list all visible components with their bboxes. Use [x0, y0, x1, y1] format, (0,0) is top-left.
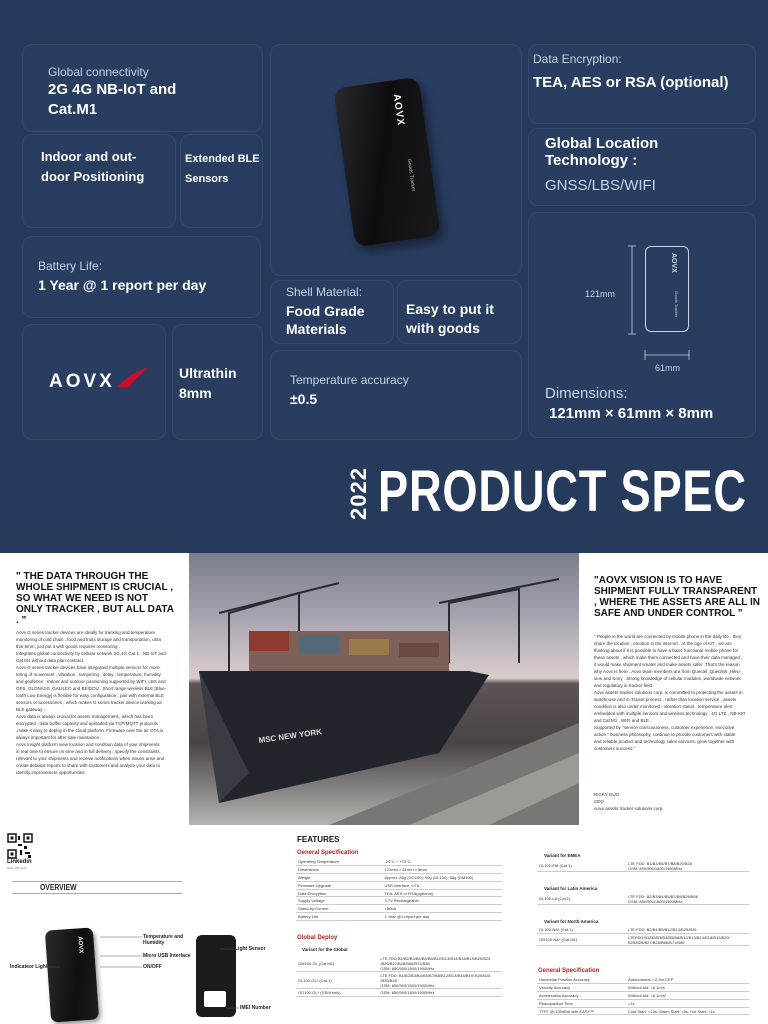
right-body	[594, 633, 764, 752]
table-cell-line: GSM: 850/900/1800/1900MHz	[380, 989, 435, 995]
left-body-line: create detailed reports to share with customers and analyze your data to	[16, 763, 161, 768]
global-deploy-heading: Global Deploy	[297, 935, 338, 941]
table-row	[296, 866, 502, 874]
overview-title: OVERVIEW	[40, 883, 77, 892]
variant-emea-heading: Variant for EMEA	[544, 853, 581, 858]
table-cell-line: <80uA	[384, 906, 397, 912]
ble-line-2: Sensors	[185, 173, 229, 185]
table-cell-line: LTE FDD:B1/B2/B3/B4/B5/B8/B12/B13/B14/B18/B19/B20/B25 /B26/B27/B28/B66/B71/B85	[380, 955, 491, 966]
variant-na-heading: Variant for North America	[544, 919, 599, 924]
table-cell: Horizontal Position Accuracy	[537, 976, 626, 984]
right-body-line: sion and Sony . Strong knowledge of cellular modules ,worldwide network	[594, 676, 741, 681]
table-cell	[383, 858, 502, 866]
table-row	[537, 1007, 749, 1015]
left-body-line: Cat.M1 without data plan contract.	[16, 658, 85, 663]
right-quote: "AOVX VISION IS TO HAVE SHIPMENT FULLY TRANSPARENT , WHERE THE ASSETS ARE ALL IN SAFE AND UNDER CONTROL "	[594, 575, 760, 619]
table-cell	[626, 976, 749, 984]
left-body-line: in real time to ensure on time and in full delivery , specify the constraints	[16, 749, 160, 754]
table-cell: GL100-LA (Cat.1)	[537, 893, 626, 905]
table-cell: GL100-NA* (Cat.1)	[537, 926, 626, 934]
right-body-line: and regulatory in tracker field .	[594, 683, 655, 688]
left-body-line: Aovx G series tracker devices have integrated multiple sensors for moni-	[16, 665, 161, 670]
encryption-tile	[528, 44, 756, 124]
table-cell	[626, 999, 749, 1007]
table-cell: Acceleration Accuracy	[537, 992, 626, 1000]
connectivity-label: Global connectivity	[48, 65, 149, 79]
table-cell-line: GSM: 850/900/1800/1900MHz	[628, 898, 683, 904]
temp-humidity-callout-2: Humidity	[143, 940, 165, 946]
table-cell	[383, 913, 502, 921]
left-body-line: tooth Low Energy] is flexible for easy configuration , pair with external BLE	[16, 693, 164, 698]
table-row	[537, 860, 749, 872]
left-body-line: GPS, GLONASS ,GALILEO and BEIDOU . Short range wireless BLE [Blue-	[16, 686, 167, 691]
features-title: FEATURES	[297, 835, 340, 844]
location-line-1: Global Location	[545, 135, 659, 152]
table-cell-line: TEA, AES or RSA(optional)	[384, 890, 433, 896]
table-cell	[378, 955, 502, 972]
battery-label: Battery Life:	[38, 259, 103, 273]
table-cell	[383, 866, 502, 874]
left-body-line: encrypted , data buffer capacity and uploaded via TCP/MQTT protocols	[16, 721, 158, 726]
ship-name: MSC NEW YORK	[258, 727, 323, 745]
year-label: 2022	[346, 467, 371, 520]
device-subtitle: Goods Tracker	[405, 158, 417, 192]
table-cell: TTFF @-130dBm with EASY™	[537, 1007, 626, 1015]
table-cell	[626, 934, 749, 946]
container-ship-photo	[189, 553, 579, 825]
overview-device-brand: AOVX	[76, 936, 84, 954]
table-cell: Stand-by Current	[296, 905, 383, 913]
table-cell-line: 1 Year @1 report per day	[384, 913, 430, 919]
table-cell-line: Approx. 85g (GG100); 90g (GL100); 88g (GM100)	[384, 874, 474, 880]
dim-height-label: 121mm	[585, 289, 616, 299]
table-cell-line: Without Aid: <0.1m/s	[628, 985, 665, 991]
global-variant-table	[296, 955, 502, 997]
table-row	[537, 999, 749, 1007]
temp-humidity-callout-1: Temperature and	[143, 934, 184, 940]
left-quote: " THE DATA THROUGH THE WHOLE SHIPMENT IS CRUCIAL , SO WHAT WE NEED IS NOT ONLY TRACKER , BUT ALL DATA . "	[16, 571, 174, 626]
table-cell: Battery Life	[296, 913, 383, 921]
positioning-line-1: Indoor and out-	[41, 149, 137, 164]
left-body-line: relevant to your shipments and receive notifications when issues arise and	[16, 756, 165, 761]
table-cell: Supply Voltage	[296, 897, 383, 905]
device-brand: AOVX	[390, 93, 407, 127]
table-cell-line: -20°C ~ +70°C	[384, 859, 411, 865]
right-body-line: action " business philosophy, continue to provide customers with stable	[594, 732, 736, 737]
page-title: PRODUCT SPEC	[378, 459, 747, 524]
table-cell-line: LTE FDD: B2/B3/B4/B5/B7/B8/B28/B66	[628, 893, 698, 899]
dim-width-label: 61mm	[655, 363, 681, 373]
left-body-line: thin 8mm, just put it with goods requires monitoring .	[16, 644, 121, 649]
table-cell	[626, 926, 749, 934]
indicator-light-callout: Indicateor Light	[10, 964, 48, 970]
table-cell-line: LTE FDD: B1/B3/B5/B7/B8/B20/B28	[628, 860, 692, 866]
table-cell: Firmware Upgrade	[296, 881, 383, 889]
table-cell-line: LTE FDD: B1/B2/B3/B4/B5/B7/B8/B12/B13/B18/B19/ B20/B25 /B26/B28	[380, 972, 491, 983]
table-cell: Weight	[296, 874, 383, 882]
table-row	[296, 913, 502, 921]
table-cell-line: LTEFDD:B1/B2/B3/B4/B5/B8/B12/B13/B14/B18/B19/B20/ B25/B26/B27/B28/B66/B71/B85	[628, 934, 730, 945]
general-spec-table	[296, 858, 502, 921]
variant-latin-heading: Variant for Latin America	[544, 886, 598, 891]
table-row	[537, 893, 749, 905]
table-row	[537, 976, 749, 984]
left-body-line: Aovx data is always crucial for assets management , which has been	[16, 714, 154, 719]
left-body-line: always important for after sale maintaince .	[16, 735, 102, 740]
table-cell-line: GSM: 850/900/1800/1900MHz	[380, 965, 435, 971]
table-cell	[626, 860, 749, 872]
table-cell: GL100-EM (Cat.1)	[537, 860, 626, 872]
right-body-line: these assets , which make them connected and have their data managed ,	[594, 655, 743, 660]
left-body	[16, 629, 184, 776]
table-cell-line: GSM: 850/900/1800/1900MHz	[380, 982, 435, 988]
gnss-spec-table	[537, 976, 749, 1015]
table-cell	[383, 889, 502, 897]
signature-line: RICKY GUO	[594, 792, 620, 797]
easy-line-1: Easy to put it	[406, 301, 494, 317]
device-outline	[645, 246, 689, 332]
table-row	[296, 889, 502, 897]
light-sensor-callout: Light Sensor	[235, 946, 266, 952]
signature-line: Aovx assets tracker solutions corp.	[594, 806, 664, 811]
ultrathin-line-2: 8mm	[179, 385, 212, 401]
location-tile	[528, 128, 756, 206]
right-body-line: condition is also under monitored - vibration status , temperature alert	[594, 704, 733, 709]
table-cell-line: Without Aid: <0.1m/s²	[628, 992, 667, 998]
table-cell	[383, 881, 502, 889]
left-body-line: ,make it easy to deploy in the cloud platform. Firmware over the air OTA is	[16, 728, 164, 733]
temperature-tile	[270, 350, 522, 440]
table-cell-line: LTE FDD: B2/B4/B5/B12/B13/B25/B26	[628, 927, 697, 933]
table-cell-line: USB interface, OTA	[384, 882, 420, 888]
ultrathin-tile	[172, 324, 263, 440]
signature-line: CEO	[594, 799, 604, 804]
aovx-logo	[49, 371, 115, 393]
encryption-value: TEA, AES or RSA (optional)	[533, 74, 729, 91]
table-cell	[378, 972, 502, 989]
temperature-value: ±0.5	[290, 391, 318, 407]
right-body-line: and reliable product and technology sales services, grow together with	[594, 739, 735, 744]
left-body-line: Integrates global connectivity by cellular network 2G,4G Cat.1 , NB-IoT and	[16, 651, 166, 656]
features-section	[0, 825, 768, 1024]
table-cell: Operating Temperature	[296, 858, 383, 866]
battery-value: 1 Year @ 1 report per day	[38, 277, 207, 293]
logo-tile	[22, 324, 166, 440]
table-cell	[626, 893, 749, 905]
emea-variant-table	[537, 860, 749, 872]
right-body-line: warehouse and in-Transit process , rather than location service , assets	[594, 697, 737, 702]
temperature-label: Temperature accuracy	[290, 373, 409, 387]
variant-global-heading: Variant for the Global	[302, 947, 348, 952]
right-body-line: and Cat.M1 , WIFI and BLE .	[594, 718, 652, 723]
right-body-line: share the location , emotion in the internet . At the age of IoT , we are	[594, 641, 732, 646]
left-body-line: toring of movement , vibration , tampering , delay , temperature, humidity	[16, 672, 161, 677]
table-cell-line: Autonomous: <2.5m CEP	[628, 977, 674, 983]
right-body-line: " People in the world are connected by mobile phone in the daily life , they	[594, 634, 742, 639]
table-row	[296, 897, 502, 905]
shell-tile	[270, 280, 394, 344]
connectivity-value-2: Cat.M1	[48, 101, 98, 118]
connectivity-tile	[22, 44, 263, 132]
left-body-line: monitoring of cold chain , food and fruits storage and transportation, ultra	[16, 637, 161, 642]
table-cell-line: <1s	[628, 1000, 635, 1006]
table-row	[537, 992, 749, 1000]
right-body-line: thinking about if it is possible to have a basic functional mobile phone for	[594, 648, 739, 653]
linkedin-label: Linkedin	[7, 859, 32, 865]
right-body-line: embedded with multiple sensors and wireless technology , 4G LTE , NB-IOT	[594, 711, 746, 716]
table-cell	[626, 992, 749, 1000]
table-row	[296, 989, 502, 997]
device-outline-subtitle: Goods Tracker	[674, 291, 679, 318]
table-row	[296, 955, 502, 972]
table-cell	[626, 1007, 749, 1015]
device-outline-brand: AOVX	[670, 253, 677, 273]
general-spec-2-heading: General Specification	[538, 968, 600, 974]
ble-line-1: Extended BLE	[185, 153, 260, 165]
right-body-line: why Aovx is here . Aovx team members are from Quectel ,Queclink ,Hikvi-	[594, 669, 742, 674]
connectivity-value-1: 2G 4G NB-IoT and	[48, 81, 177, 98]
easy-tile	[397, 280, 522, 344]
ble-tile	[180, 134, 263, 228]
table-cell	[378, 989, 502, 997]
onoff-callout: ON/OFF	[143, 964, 162, 970]
table-cell: GL100-GL* (Cat.1)	[296, 972, 378, 989]
shell-value-2: Materials	[286, 321, 347, 337]
table-cell: Dimensions	[296, 866, 383, 874]
table-row	[296, 905, 502, 913]
left-body-line: Aovx G series tracker devices are ideally for tracking and temperature	[16, 630, 156, 635]
usb-callout: Micro USB Interface	[143, 953, 191, 959]
location-value: GNSS/LBS/WIFI	[545, 177, 656, 194]
table-cell-line: GSM: 850/900/1800/1900MHz	[628, 865, 683, 871]
table-cell: Velocity Accuracy	[537, 984, 626, 992]
imei-callout: IMEI Number	[240, 1005, 271, 1011]
vision-section	[0, 553, 768, 825]
left-body-line: and geofence . Indoor and outdoor positioning supported by WIFI, LBS and	[16, 679, 166, 684]
table-row	[296, 874, 502, 882]
dimensions-label: Dimensions:	[545, 385, 628, 402]
battery-tile	[22, 236, 261, 318]
logo-text: AOVX	[49, 371, 115, 392]
general-spec-heading: General Specification	[297, 850, 359, 856]
ship-illustration	[189, 553, 579, 825]
table-row	[296, 858, 502, 866]
table-cell: GM100-GL (Cat.M1)	[296, 955, 378, 972]
table-row	[537, 984, 749, 992]
table-cell	[383, 905, 502, 913]
linkedin-sublabel: Scan QR code	[7, 866, 27, 870]
table-cell-line: 121mm × 61mm × 8mm	[384, 867, 427, 873]
signature	[594, 791, 764, 812]
right-body-line: customers success."	[594, 746, 636, 751]
table-cell	[626, 984, 749, 992]
left-body-line: BLE gateway .	[16, 707, 46, 712]
positioning-line-2: door Positioning	[41, 169, 145, 184]
left-body-line: identify improvement opportunities.	[16, 770, 86, 775]
shell-label: Shell Material:	[286, 285, 363, 299]
right-body-line: it would make shipment smater and make assets safer .That's the reason	[594, 662, 740, 667]
dimensions-value: 121mm × 61mm × 8mm	[549, 405, 714, 422]
easy-line-2: with goods	[406, 320, 480, 336]
location-line-2: Technology :	[545, 152, 638, 169]
encryption-label: Data Encryption:	[533, 52, 622, 66]
table-row	[537, 926, 749, 934]
left-body-line: Aovx insight platform view location and condition data of your shipments	[16, 742, 160, 747]
table-cell	[383, 874, 502, 882]
table-row	[296, 881, 502, 889]
shell-value-1: Food Grade	[286, 303, 365, 319]
right-body-line: Aovx assets tracker solutions corp. is committed to protecting the assets in	[594, 690, 743, 695]
logo-swoosh-icon	[115, 365, 151, 389]
table-cell	[383, 897, 502, 905]
table-cell-line: 3.7V Rechargeable	[384, 898, 419, 904]
na-variant-table	[537, 926, 749, 946]
table-cell: GM100-NA* (Cat.M1)	[537, 934, 626, 946]
table-cell-line: Cold Start: <15s; Warm Start: <5s; Hot Start: <1s	[628, 1008, 715, 1014]
right-body-line: Supported by "service consciousness, customer experience, executive	[594, 725, 735, 730]
table-row	[296, 972, 502, 989]
table-cell: GG100-GL* (GSM only)	[296, 989, 378, 997]
ultrathin-line-1: Ultrathin	[179, 365, 237, 381]
table-row	[537, 934, 749, 946]
table-cell: Reacquisition Time	[537, 999, 626, 1007]
latin-variant-table	[537, 893, 749, 905]
left-body-line: sensors or accessories , which makes G series tracker device working as	[16, 700, 162, 705]
callout-lines	[0, 825, 300, 1024]
positioning-tile	[22, 134, 176, 228]
table-cell: Data Encryption	[296, 889, 383, 897]
